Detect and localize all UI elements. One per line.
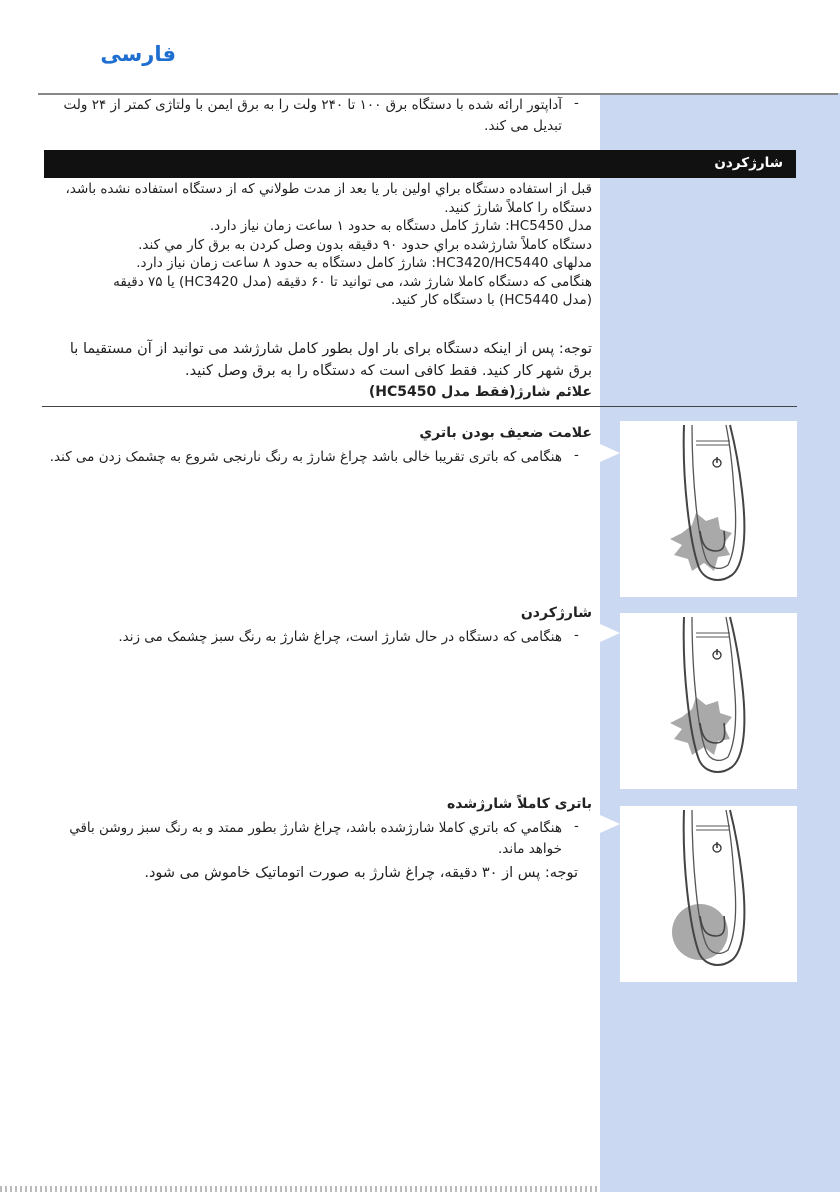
low-battery-dash: -	[574, 447, 579, 463]
charging-line: دستگاه را كاملاً شارژ كنيد.	[444, 199, 592, 216]
section-bar	[44, 150, 796, 178]
intro-dash: -	[574, 95, 579, 111]
figure-low-battery	[620, 421, 797, 597]
charging-note: توجه: پس از اینکه دستگاه برای بار اول بطور کامل شارژشد می توانید از آن مستقیما با برق شهر کار کنید. فقط کافی است که دستگاه را به برق وصل کنید.	[69, 341, 592, 379]
low-battery-text: هنگامی که باتری تقریبا خالی باشد چراغ شارژ به رنگ نارنجی شروع به چشمک زدن می کند.	[49, 449, 562, 465]
low-battery-heading: علامت ضعيف بودن باتري	[419, 425, 592, 441]
section-divider	[42, 406, 797, 407]
section-bar-title: شارژکردن	[714, 155, 783, 171]
shaver-illustration	[620, 421, 797, 597]
figure-charging	[620, 613, 797, 789]
power-icon	[713, 457, 721, 467]
figure-pointer	[600, 624, 620, 642]
charging-paragraph	[44, 180, 592, 310]
fully-charged-heading: باتری کاملاً شارژشده	[446, 796, 592, 812]
charging-dash: -	[574, 627, 579, 643]
figure-pointer	[600, 444, 620, 462]
charging-line: هنگامی که دستگاه کاملا شارژ شد، می توانید تا ۶۰ دقیقه (مدل HC3420) یا ۷۵ دقیقه	[113, 273, 592, 290]
figure-fully-charged	[620, 806, 797, 982]
bottom-print-marks	[0, 1186, 600, 1192]
shaver-illustration	[620, 806, 797, 982]
fully-charged-dash: -	[574, 818, 579, 834]
charging-line: مدل HC5450: شارژ كامل دستگاه به حدود ۱ ساعت زمان نیاز دارد.	[209, 218, 592, 234]
power-icon	[713, 649, 721, 659]
charging-line: مدلهای HC3420/HC5440: شارژ کامل دستگاه به حدود ۸ ساعت زمان نیاز دارد.	[136, 255, 592, 271]
power-icon	[713, 842, 721, 852]
fully-charged-note: توجه: پس از ۳۰ دقیقه، چراغ شارژ به صورت اتوماتیک خاموش می شود.	[144, 865, 578, 881]
figure-pointer	[600, 815, 620, 833]
charging-line: قبل از استفاده دستگاه براي اولين بار يا بعد از مدت طولاني كه از دستگاه استفاده نشده باشد،	[65, 181, 592, 197]
charging-heading: شارژکردن	[520, 605, 592, 621]
intro-text: آداپتور ارائه شده با دستگاه برق ۱۰۰ تا ۲۴۰ ولت را به برق ایمن با ولتاژی کمتر از ۲۴ ولت تبدیل می کند.	[63, 97, 562, 134]
charging-light-solid	[672, 904, 728, 960]
language-title: فارسی	[100, 42, 176, 66]
shaver-illustration	[620, 613, 797, 789]
fully-charged-text: هنگامي كه باتري كاملا شارژشده باشد، چراغ شارژ بطور ممتد و به رنگ سبز روشن باقي خواهد ماند.	[69, 820, 562, 857]
charging-text: هنگامی که دستگاه در حال شارژ است، چراغ شارژ به رنگ سبز چشمک می زند.	[118, 629, 562, 645]
charging-line: دستگاه كاملاً شارژشده براي حدود ۹۰ دقيقه بدون وصل كردن به برق كار مي كند.	[138, 236, 592, 253]
charging-line: (مدل HC5440) با دستگاه کار کنید.	[391, 292, 592, 308]
indicator-heading: علائم شارژ(فقط مدل HC5450)	[368, 384, 592, 400]
